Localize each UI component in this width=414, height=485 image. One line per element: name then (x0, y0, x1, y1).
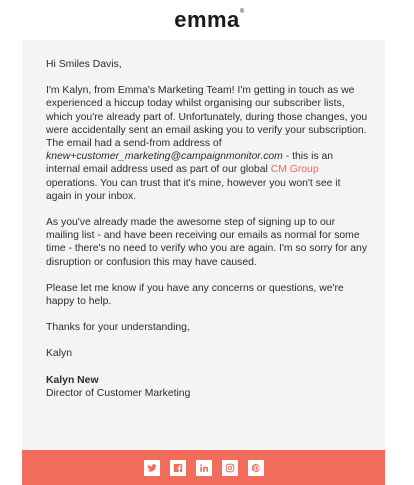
facebook-button[interactable] (170, 460, 186, 476)
email-body-card (22, 40, 385, 450)
email-content (46, 58, 368, 400)
instagram-button[interactable] (222, 460, 238, 476)
paragraph-intro-text-1: I'm Kalyn, from Emma's Marketing Team! I'm getting in touch as we experienced a hiccup today whilst organising our subscriber lists, which you're already part of. Unfortunately, during those changes, you were accidentally sent an email asking you to verify your subscription. The email had a send-from address of (46, 85, 368, 150)
linkedin-button[interactable] (196, 460, 212, 476)
paragraph-help: Please let me know if you have any concerns or questions, we're happy to help. (46, 282, 344, 308)
logo-text: emma (174, 7, 240, 32)
twitter-button[interactable] (144, 460, 160, 476)
pinterest-icon (251, 463, 261, 473)
linkedin-icon (199, 463, 209, 473)
paragraph-reassurance: As you've already made the awesome step of signing up to our mailing list - and have been receiving our emails as normal for some time - there's no need to verify who you are again. I'm so sorry for any disruption or confusion this may have caused. (46, 217, 368, 268)
twitter-icon (147, 463, 157, 473)
signature-title: Director of Customer Marketing (46, 387, 191, 399)
social-links (144, 460, 264, 476)
paragraph-thanks: Thanks for your understanding, (46, 322, 190, 334)
send-from-address: knew+customer_marketing@campaignmonitor.com (46, 151, 283, 163)
paragraph-intro (46, 84, 368, 203)
logo-registered-mark: ® (239, 9, 245, 15)
signature-name: Kalyn New (46, 374, 99, 386)
cm-group-link[interactable]: CM Group (270, 164, 319, 176)
signature (46, 374, 368, 400)
greeting: Hi Smiles Davis, (46, 59, 122, 70)
emma-logo[interactable] (174, 7, 245, 33)
sign-off-name: Kalyn (46, 348, 72, 360)
social-footer (22, 450, 385, 485)
instagram-icon (225, 463, 235, 473)
pinterest-button[interactable] (248, 460, 264, 476)
header (0, 0, 414, 40)
facebook-icon (173, 463, 183, 473)
paragraph-intro-text-2: - this is an internal email address used as part of our global (46, 151, 334, 176)
paragraph-intro-text-3: operations. You can trust that it's mine, however you won't see it again in your inbox. (46, 177, 341, 202)
